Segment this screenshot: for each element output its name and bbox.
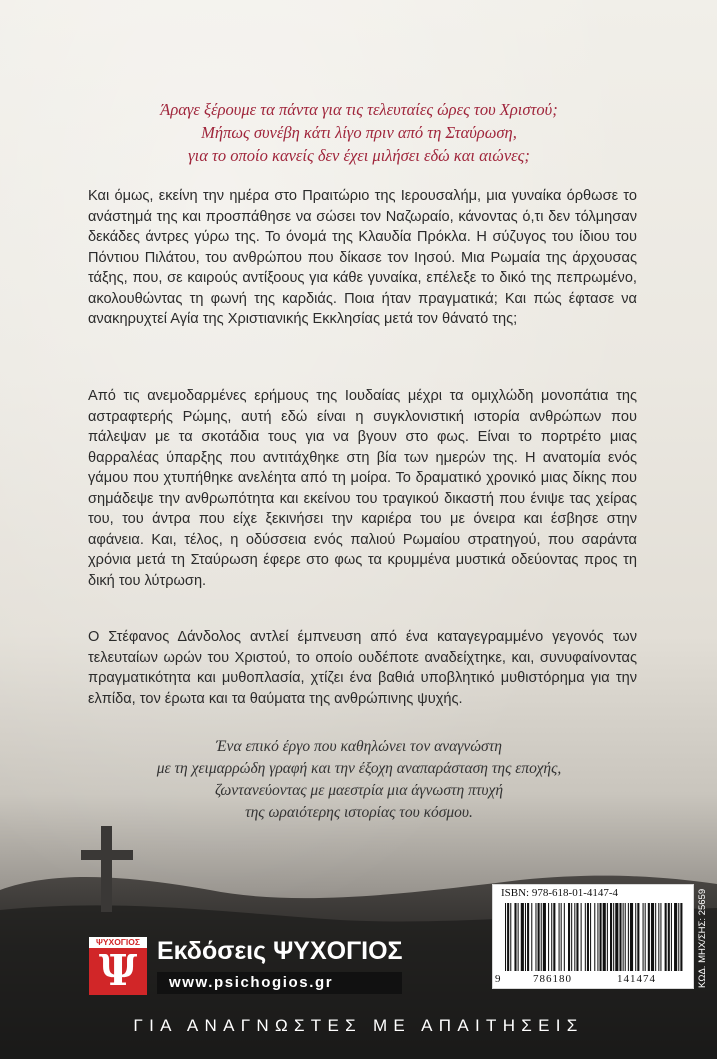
barcode-digits-left: 786180 [533, 973, 572, 985]
closing-line: ζωντανεύοντας με μαεστρία μια άγνωστη πτυχή [214, 782, 504, 799]
isbn-number: ISBN: 978-618-01-4147-4 [501, 887, 619, 899]
barcode-digit-lead: 9 [495, 973, 501, 985]
publisher-tagline: ΓΙΑ ΑΝΑΓΝΩΣΤΕΣ ΜΕ ΑΠΑΙΤΗΣΕΙΣ [133, 1016, 584, 1035]
intro-line: Μήπως συνέβη κάτι λίγο πριν από τη Σταύρωση, [201, 123, 517, 142]
intro-line: Άραγε ξέρουμε τα πάντα για τις τελευταίες ώρες του Χριστού; [160, 100, 558, 119]
synopsis-paragraph-3: Ο Στέφανος Δάνδολος αντλεί έμπνευση από ένα καταγεγραμμένο γεγονός των τελευταίων ωρών του Χριστού, το οποίο ουδέποτε αναδείχτηκε, και, συνυφαίνοντας πραγματικότητα και μυθοπλασία, χτίζει ένα βαθιά υποβλητικό μυθιστόρημα για την ελπίδα, τον έρωτα και τα θαύματα της ανθρώπινης ψυχής. [88, 629, 637, 707]
closing-line: με τη χειμαρρώδη γραφή και την έξοχη αναπαράσταση της εποχής, [156, 760, 562, 777]
closing-line: Ένα επικό έργο που καθηλώνει τον αναγνώστη [216, 738, 502, 755]
intro-line: για το οποίο κανείς δεν έχει μιλήσει εδώ και αιώνες; [188, 146, 530, 165]
closing-line: της ωραιότερης ιστορίας του κόσμου. [245, 804, 473, 821]
publisher-name: Εκδόσεις ΨΥΧΟΓΙΟΣ [157, 937, 403, 965]
barcode [492, 884, 694, 989]
synopsis-paragraph-1: Και όμως, εκείνη την ημέρα στο Πραιτώριο της Ιερουσαλήμ, μια γυναίκα όρθωσε το ανάστημά της και προσπάθησε να σώσει τον Ναζωραίο, κάνοντας ό,τι δεν τόλμησαν δεκάδες άντρες γύρω της. Το όνομά της Κλαυδία Πρόκλα. Η σύζυγος του ίδιου του Πόντιου Πιλάτου, του ανθρώπου που δίκασε τον Ιησού. Μια Ρωμαία της άρχουσας τάξης, που, σε καιρούς αντίξοους για κάθε γυναίκα, επέλεξε το δικό της πεπρωμένο, ακολουθώντας τη φωνή της καρδιάς. Ποια ήταν πραγματικά; Και πώς έφτασε να ανακηρυχτεί Αγία της Χριστιανικής Εκκλησίας μετά τον θάνατό της; [88, 188, 637, 327]
product-code [697, 888, 709, 988]
intro-question [60, 98, 658, 167]
website-bar [157, 972, 402, 994]
barcode-digits-right: 141474 [617, 973, 656, 985]
publisher-logo [89, 937, 147, 995]
psi-logo-icon: Ψ [98, 946, 138, 995]
logo-label: ΨΥΧΟΓΙΟΣ [95, 937, 140, 947]
product-code-text: ΚΩΔ. ΜΗΧ/ΣΗΣ: 25659 [697, 888, 708, 988]
publisher-website: www.psichogios.gr [169, 974, 334, 991]
barcode-bars [499, 903, 687, 973]
synopsis-paragraph-2: Από τις ανεμοδαρμένες ερήμους της Ιουδαίας μέχρι τα ομιχλώδη μονοπάτια της αστραφτερής Ρώμης, αυτή εδώ είναι η συγκλονιστική ιστορία ανθρώπων που πάλεψαν με τα σκοτάδια τους για να βγουν στο φως. Είναι το πορτρέτο μιας θαρραλέας ύπαρξης που αντιτάχθηκε στη βία των ημερών της. Η ανατομία ενός γάμου που χτυπήθηκε ανελέητα από τη μοίρα. Το δραματικό χρονικό μιας δίκης που σημάδεψε την ανθρωπότητα και εκείνου του τραγικού δικαστή που ένιψε τας χείρας του, του άντρα που είχε ξεκινήσει την καριέρα του με όνειρα και έσβησε στην αφάνεια. Και, τέλος, η οδύσσεια ενός παλιού Ρωμαίου στρατηγού, που σαράντα χρόνια μετά τη Σταύρωση έφερε στο φως τα κρυμμένα μυστικά οδεύοντας προς τη δική του λύτρωση. [88, 388, 637, 589]
